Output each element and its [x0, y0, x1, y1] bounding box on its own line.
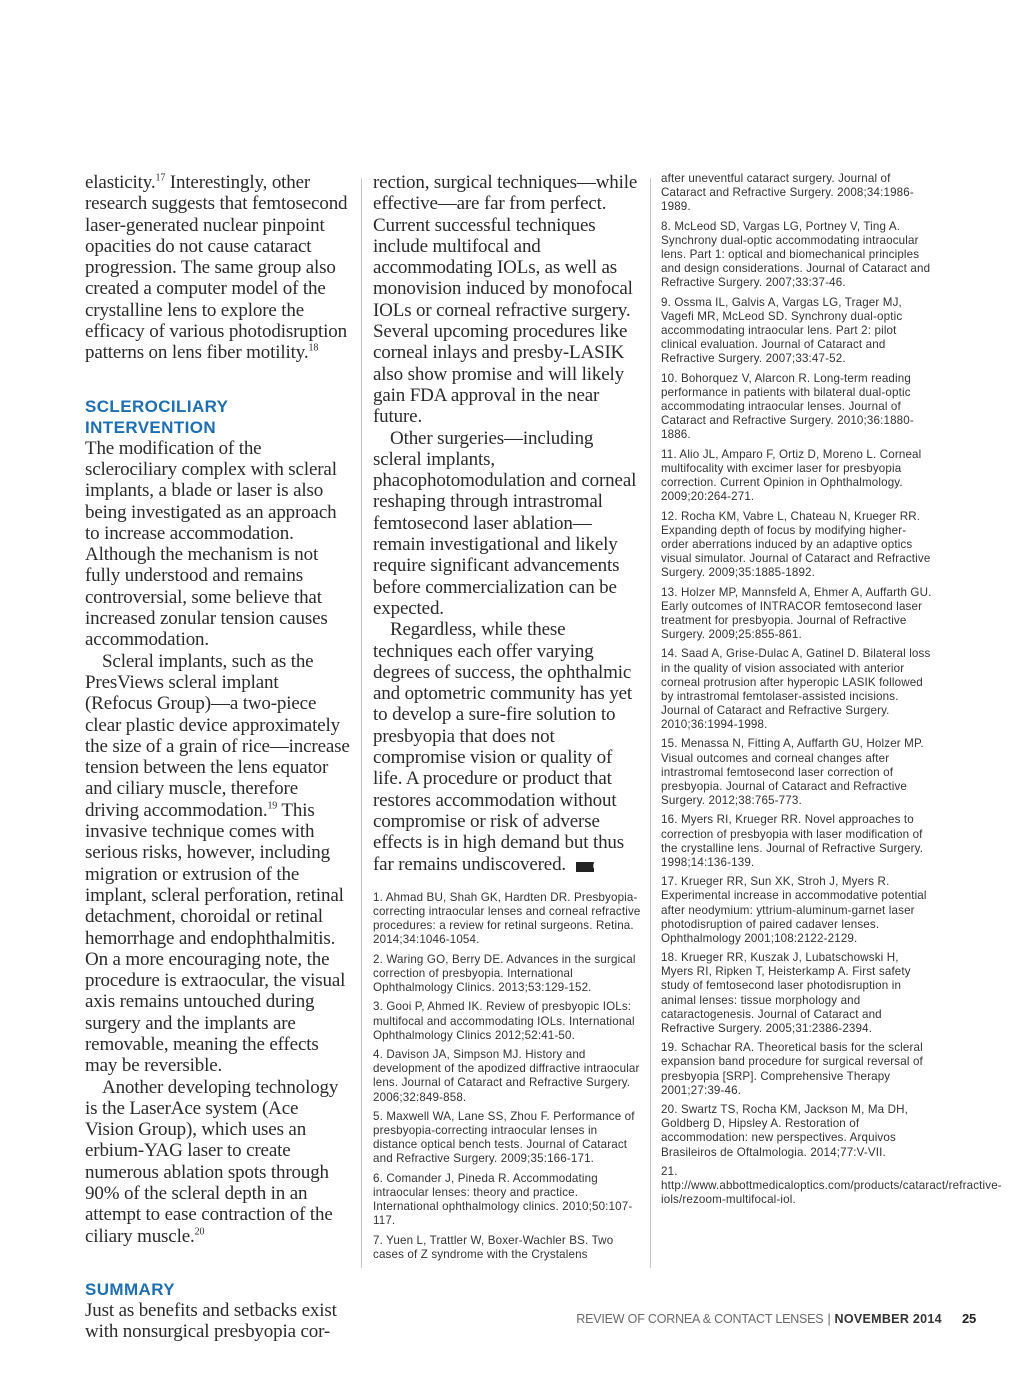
heading-line: SUMMARY: [85, 1279, 175, 1299]
article-column-1: [85, 172, 350, 1343]
reference-item: 3. Gooi P, Ahmed IK. Review of presbyopic IOLs: multifocal and accommodating IOLs. International Ophthalmology Clinics 2012;52:41-50.: [373, 1000, 635, 1042]
reference-item: 5. Maxwell WA, Lane SS, Zhou F. Performance of presbyopia-correcting intraocular lenses in distance optical bench tests. Journal of Cataract and Refractive Surgery. 2009;35:166-171.: [373, 1110, 635, 1166]
paragraph-surgical-techniques: rection, surgical techniques—while effective—are far from perfect. Current successful techniques include multifocal and accommodating IOLs, as well as monovision induced by monofocal IOLs or corneal refractive surgery. Several upcoming procedures like corneal inlays and presby-LASIK also show promise and will likely gain FDA approval in the near future.: [373, 172, 638, 428]
paragraph-laserace: Another developing technology is the LaserAce system (Ace Vision Group), which uses an erbium-YAG laser to create numerous ablation spots through 90% of the scleral depth in an attempt to ease contraction of the ciliary muscle.$^{20}$: [85, 1076, 339, 1247]
publication-name: REVIEW OF CORNEA & CONTACT LENSES: [576, 1312, 824, 1326]
column-divider-2: [650, 178, 651, 1268]
section-heading-summary: [85, 1279, 350, 1300]
references-list-part-1: [373, 891, 641, 1262]
paragraph-regardless: Regardless, while these techniques each offer varying degrees of success, the ophthalmic and optometric community has yet to develop a sure-fire solution to presbyopia that does not compromise vision or quality of life. A procedure or product that restores accommodation without compromise or risk of adverse effects is in high demand but thus far remains undiscovered. RCCL: [373, 619, 633, 875]
paragraph-scleral-implants: Scleral implants, such as the PresViews scleral implant (Refocus Group)—a two-piece clear plastic device approximately the size of a grain of rice—increase tension between the lens equator and ciliary muscle, therefore driving accommodation.$^{19}$ This invasive technique comes with serious risks, however, including migration or extrusion of the implant, scleral perforation, retinal detachment, choroidal or retinal hemorrhage and endophthalmitis. On a more encouraging note, the procedure is extraocular, the visual axis remains untouched during surgery and the implants are removable, meaning the effects may be reversible.: [85, 650, 350, 1077]
references-list-part-2: [661, 172, 1002, 1213]
reference-item: 2. Waring GO, Berry DE. Advances in the surgical correction of presbyopia. International Ophthalmology Clinics. 2013;53:129-152.: [373, 952, 636, 994]
reference-item: 1. Ahmad BU, Shah GK, Hardten DR. Presbyopia-correcting intraocular lenses and corneal refractive procedures: a review for retinal surgeons. Retina. 2014;34:1046-1054.: [373, 890, 641, 947]
article-column-2: [373, 172, 641, 1268]
column-divider-1: [361, 178, 362, 1268]
end-of-article-mark: RCCL: [576, 862, 594, 872]
reference-item: 9. Ossma IL, Galvis A, Vargas LG, Trager MJ, Vagefi MR, McLeod SD. Synchrony dual-optic accommodating intraocular lens. Part 2: pilot clinical evaluation. Journal of Cataract and Refractive Surgery. 2007;33:47-52.: [661, 295, 903, 366]
reference-item: 16. Myers RI, Krueger RR. Novel approaches to correction of presbyopia with laser modification of the crystalline lens. Journal of Refractive Surgery. 1998;14:136-139.: [661, 813, 924, 869]
heading-line: INTERVENTION: [85, 417, 217, 437]
reference-item: 14. Saad A, Grise-Dulac A, Gatinel D. Bilateral loss in the quality of vision associated with anterior corneal protrusion after hyperopic LASIK followed by intrastromal femtolaser-assisted incisions. Journal of Cataract and Refractive Surgery. 2010;36:1994-1998.: [661, 647, 931, 731]
reference-item: 6. Comander J, Pineda R. Accommodating intraocular lenses: theory and practice. International ophthalmology clinics. 2010;50:107-117.: [373, 1171, 633, 1228]
page-number: 25: [961, 1311, 976, 1326]
reference-item: 21. http://www.abbottmedicaloptics.com/products/cataract/refractive-iols/rezoom-multifocal-iol.: [661, 1165, 1002, 1207]
reference-item: 20. Swartz TS, Rocha KM, Jackson M, Ma DH, Goldberg D, Hipsley A. Restoration of accommodation: new perspectives. Arquivos Brasileiros de Oftalmologia. 2014;77:V-VII.: [661, 1103, 909, 1159]
reference-item: 11. Alio JL, Amparo F, Ortiz D, Moreno L. Corneal multifocality with excimer laser for presbyopia correction. Current Opinion in Ophthalmology. 2009;20:264-271.: [661, 447, 922, 503]
reference-item: 8. McLeod SD, Vargas LG, Portney V, Ting A. Synchrony dual-optic accommodating intraocular lens. Part 1: optical and biomechanical principles and design considerations. Journal of Cataract and Refractive Surgery. 2007;33:37-46.: [661, 219, 931, 290]
paragraph-summary: Just as benefits and setbacks exist with nonsurgical presbyopia cor-: [85, 1299, 337, 1343]
paragraph-elasticity: elasticity.$^{17}$ Interestingly, other research suggests that femtosecond laser-generated nuclear pinpoint opacities do not cause cataract progression. The same group also created a computer model of the crystalline lens to explore the efficacy of various photodisruption patterns on lens fiber motility.$^{18}$: [85, 172, 348, 364]
issue-date: NOVEMBER 2014: [834, 1312, 942, 1326]
reference-item: 18. Krueger RR, Kuszak J, Lubatschowski H, Myers RI, Ripken T, Heisterkamp A. First safety study of femtosecond laser photodisruption in animal lenses: tissue morphology and cataractogenesis. Journal of Cataract and Refractive Surgery. 2005;31:2386-2394.: [661, 951, 911, 1035]
paragraph-other-surgeries: Other surgeries—including scleral implants, phacophotomodulation and corneal reshaping through intrastromal femtosecond laser ablation—remain investigational and likely require significant advancements before commercialization can be expected.: [373, 427, 637, 619]
reference-item: 4. Davison JA, Simpson MJ. History and development of the apodized diffractive intraocular lens. Journal of Cataract and Refractive Surgery. 2006;32:849-858.: [373, 1048, 640, 1104]
reference-item: 10. Bohorquez V, Alarcon R. Long-term reading performance in patients with bilateral dual-optic accommodating intraocular lenses. Journal of Cataract and Refractive Surgery. 2010;36:1880-1886.: [661, 371, 914, 442]
reference-item: 15. Menassa N, Fitting A, Auffarth GU, Holzer MP. Visual outcomes and corneal changes after intrastromal femtosecond laser correction of presbyopia. Journal of Cataract and Refractive Surgery. 2012;38:765-773.: [661, 737, 924, 807]
page-footer: [576, 1311, 976, 1326]
reference-item: 19. Schachar RA. Theoretical basis for the scleral expansion band procedure for surgical reversal of presbyopia [SRP]. Comprehensive Therapy 2001;27:39-46.: [661, 1041, 923, 1097]
reference-item: 17. Krueger RR, Sun XK, Stroh J, Myers R. Experimental increase in accommodative potential after neodymium: yttrium-aluminum-garnet laser photodisruption of paired cadaver lenses. Ophthalmology 2001;108:2122-2129.: [661, 875, 927, 945]
heading-line: SCLEROCILIARY: [85, 396, 229, 416]
reference-item: 7. Yuen L, Trattler W, Boxer-Wachler BS. Two cases of Z syndrome with the Crystalens: [373, 1233, 614, 1261]
section-heading-scleriociliary: [85, 396, 350, 438]
reference-item: 13. Holzer MP, Mannsfeld A, Ehmer A, Auffarth GU. Early outcomes of INTRACOR femtosecond laser treatment for presbyopia. Journal of Refractive Surgery. 2009;25:855-861.: [661, 585, 932, 641]
reference-item: after uneventful cataract surgery. Journal of Cataract and Refractive Surgery. 2008;34:1986-1989.: [661, 172, 914, 214]
reference-item: 12. Rocha KM, Vabre L, Chateau N, Krueger RR. Expanding depth of focus by modifying higher-order aberrations induced by an adaptive optics visual simulator. Journal of Cataract and Refractive Surgery. 2009;35:1885-1892.: [661, 509, 931, 579]
footer-separator: |: [827, 1312, 831, 1326]
paragraph-sclerociliary-intro: The modification of the sclerociliary complex with scleral implants, a blade or laser is also being investigated as an approach to increase accommodation. Although the mechanism is not fully understood and remains controversial, some believe that increased zonular tension causes accommodation.: [85, 437, 337, 651]
